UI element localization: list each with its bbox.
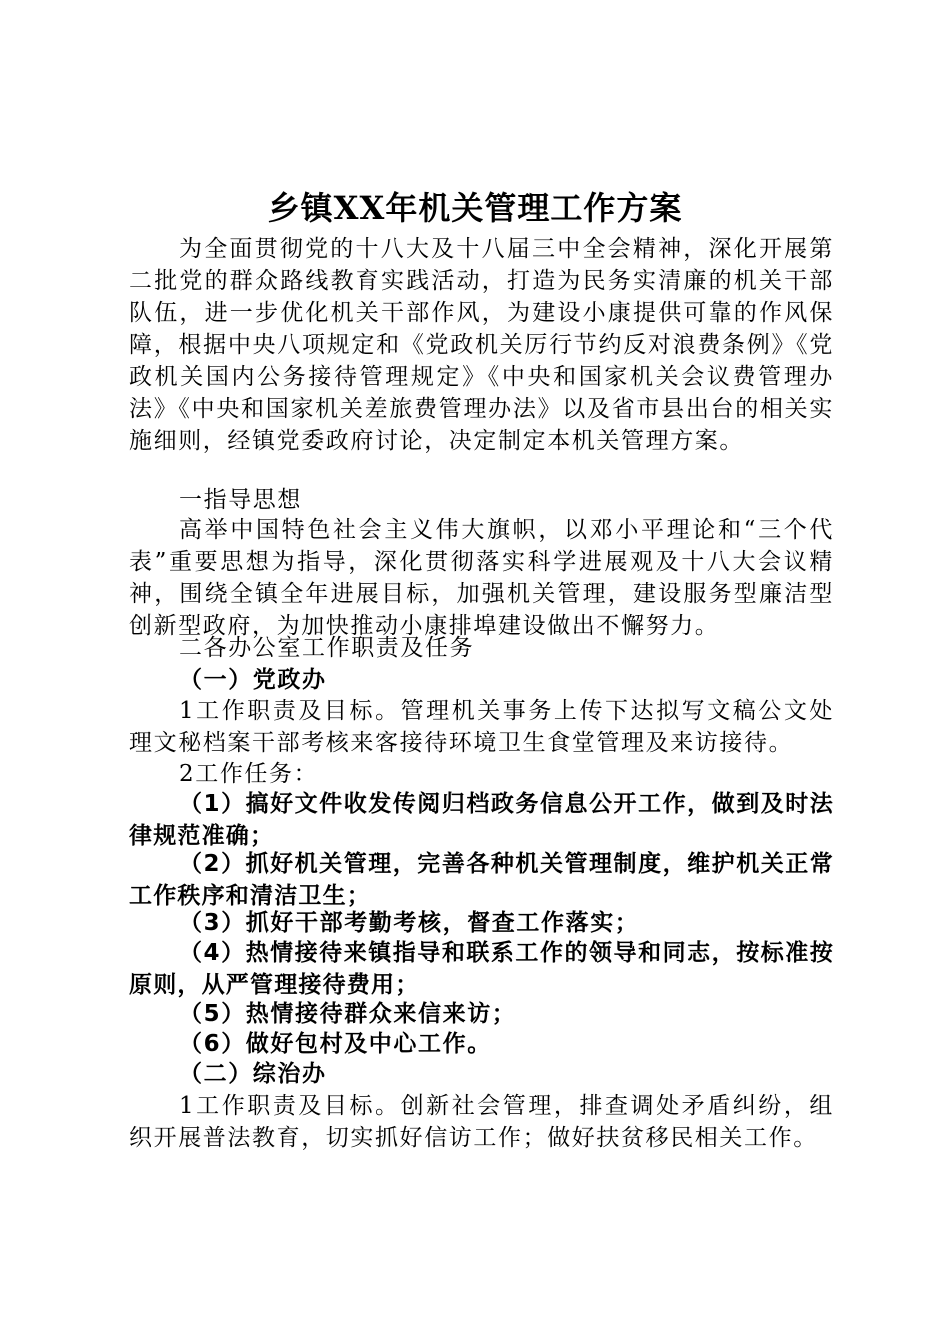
task-item: （3）抓好干部考勤考核，督查工作落实； bbox=[179, 910, 640, 936]
task-item: （5）热情接待群众来信来访； bbox=[179, 1001, 517, 1027]
task-item: （2）抓好机关管理，完善各种机关管理制度，维护机关正常工作秩序和清洁卫生； bbox=[129, 851, 834, 909]
office1-tasks-label: 2工作任务： bbox=[179, 761, 319, 787]
intro-paragraph: 为全面贯彻党的十八大及十八届三中全会精神，深化开展第二批党的群众路线教育实践活动，打造为民务实清廉的机关干部队伍，进一步优化机关干部作风，为建设小康提供可靠的作风保障，根据中央八项规定和《党政机关厉行节约反对浪费条例》《党政机关国内公务接待管理规定》《中央和国家机关会议费管理办法》《中央和国家机关差旅费管理办法》以及省市县出台的相关实施细则，经镇党委政府讨论，决定制定本机关管理方案。 bbox=[129, 236, 834, 454]
task-item: （1）搞好文件收发传阅归档政务信息公开工作，做到及时法律规范准确； bbox=[129, 791, 834, 849]
section2-heading: 二各办公室工作职责及任务 bbox=[179, 635, 475, 661]
section1-heading: 一指导思想 bbox=[179, 487, 302, 513]
document-title: 乡镇XX年机关管理工作方案 bbox=[267, 189, 683, 227]
office2-heading: （二）综治办 bbox=[179, 1061, 327, 1087]
section1-body: 高举中国特色社会主义伟大旗帜，以邓小平理论和“三个代表”重要思想为指导，深化贯彻落实科学进展观及十八大会议精神，围绕全镇全年进展目标，加强机关管理，建设服务型廉洁型创新型政府，为加快推动小康排埠建设做出不懈努力。 bbox=[129, 517, 834, 639]
task-item: （4）热情接待来镇指导和联系工作的领导和同志，按标准按原则，从严管理接待费用； bbox=[129, 940, 834, 998]
office2-duty: 1工作职责及目标。创新社会管理，排查调处矛盾纠纷，组织开展普法教育，切实抓好信访工作；做好扶贫移民相关工作。 bbox=[129, 1093, 834, 1151]
task-item: （6）做好包村及中心工作。 bbox=[179, 1031, 492, 1057]
office1-heading: （一）党政办 bbox=[179, 667, 327, 693]
office1-duty: 1工作职责及目标。管理机关事务上传下达拟写文稿公文处理文秘档案干部考核来客接待环境卫生食堂管理及来访接待。 bbox=[129, 698, 834, 756]
